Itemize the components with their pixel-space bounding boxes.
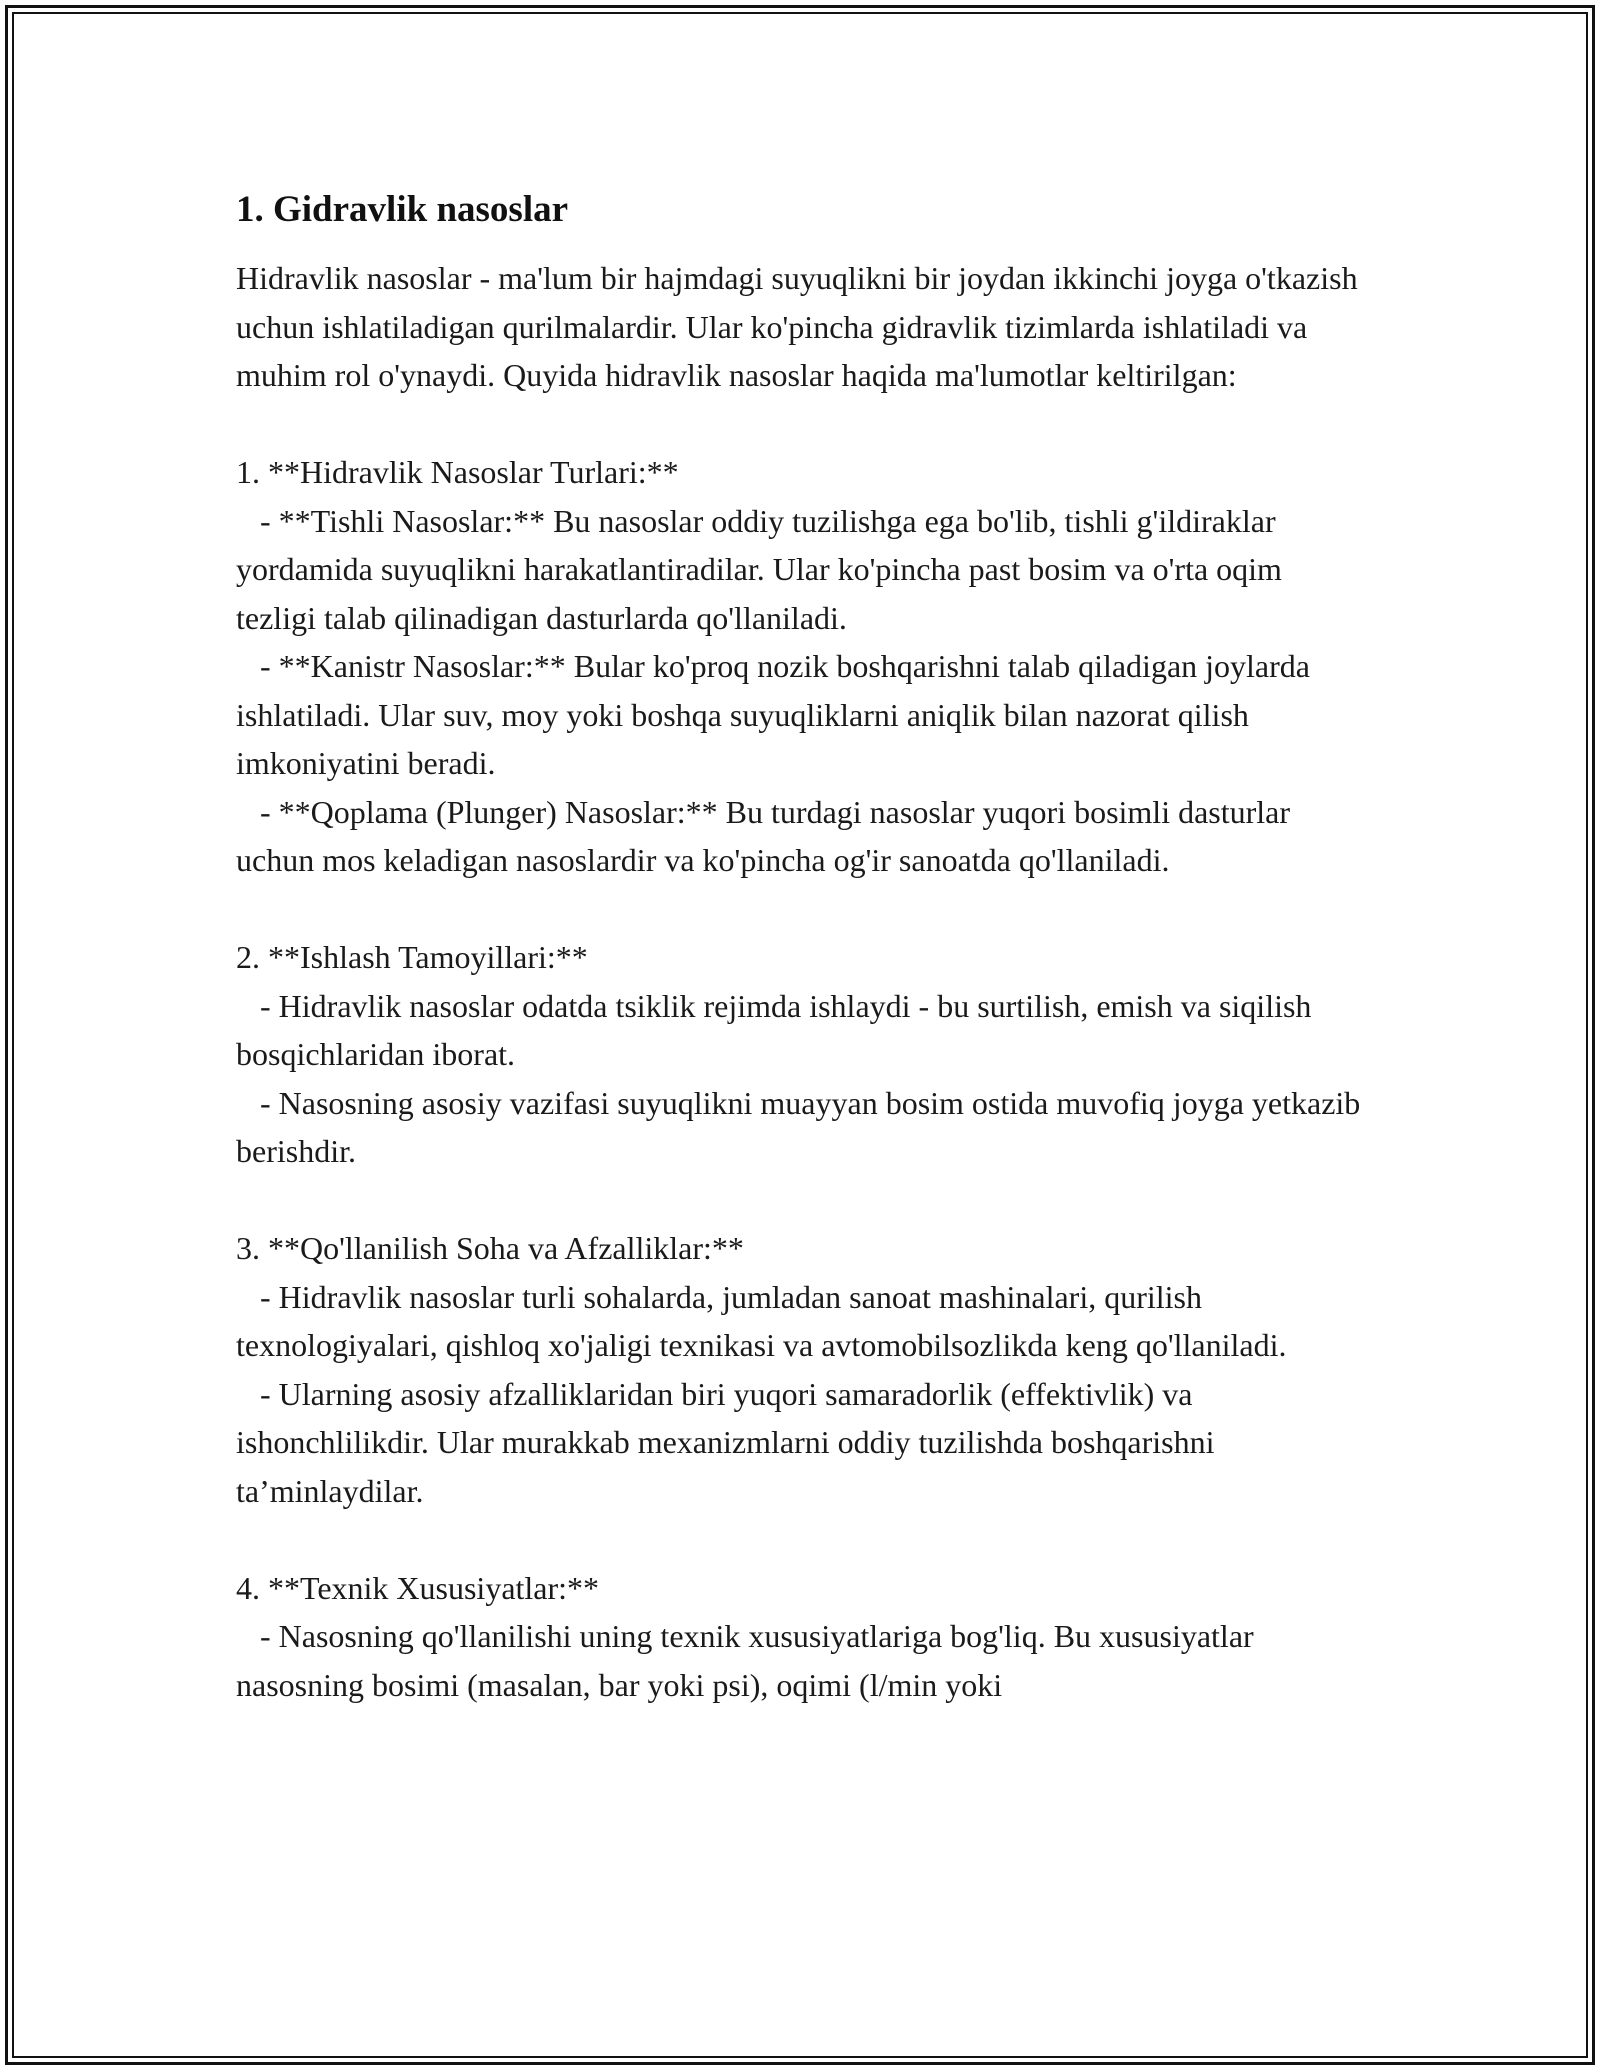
document-body: Hidravlik nasoslar - ma'lum bir hajmdagi suyuqlikni bir joydan ikkinchi joyga o'tkazish uchun ishlatiladigan qurilmalardir. Ular ko'pincha gidravlik tizimlarda ishlatiladi va muhim rol o'ynaydi. Quyida hidravlik nasoslar haqida ma'lumotlar keltirilgan: 1. **Hidravlik Nasoslar Turlari:** - **Tishli Nasoslar:** Bu nasoslar oddiy tuzilishga ega bo'lib, tishli g'ildiraklar yordamida suyuqlikni harakatlantiradilar. Ular ko'pincha past bosim va o'rta oqim tezligi talab qilinadigan dasturlarda qo'llaniladi. - **Kanistr Nasoslar:** Bular ko'proq nozik boshqarishni talab qiladigan joylarda ishlatiladi. Ular suv, moy yoki boshqa suyuqliklarni aniqlik bilan nazorat qilish imkoniyatini beradi. - **Qoplama (Plunger) Nasoslar:** Bu turdagi nasoslar yuqori bosimli dasturlar uchun mos keladigan nasoslardir va ko'pincha og'ir sanoatda qo'llaniladi. 2. **Ishlash Tamoyillari:** - Hidravlik nasoslar odatda tsiklik rejimda ishlaydi - bu surtilish, emish va siqilish bosqichlaridan iborat. - Nasosning asosiy vazifasi suyuqlikni muayyan bosim ostida muvofiq joyga yetkazib berishdir. 3. **Qo'llanilish Soha va Afzalliklar:** - Hidravlik nasoslar turli sohalarda, jumladan sanoat mashinalari, qurilish texnologiyalari, qishloq xo'jaligi texnikasi va avtomobilsozlikda keng qo'llaniladi. - Ularning asosiy afzalliklaridan biri yuqori samaradorlik (effektivlik) va ishonchlilikdir. Ular murakkab mexanizmlarni oddiy tuzilishda boshqarishni ta’minlaydilar. 4. **Texnik Xususiyatlar:** - Nasosning qo'llanilishi uning texnik xususiyatlariga bog'liq. Bu xususiyatlar nasosning bosimi (masalan, bar yoki psi), oqimi (l/min yoki bbox=[236, 260, 1361, 1703]
document-title: 1. Gidravlik nasoslar bbox=[236, 189, 569, 230]
document-content bbox=[236, 186, 1366, 1709]
